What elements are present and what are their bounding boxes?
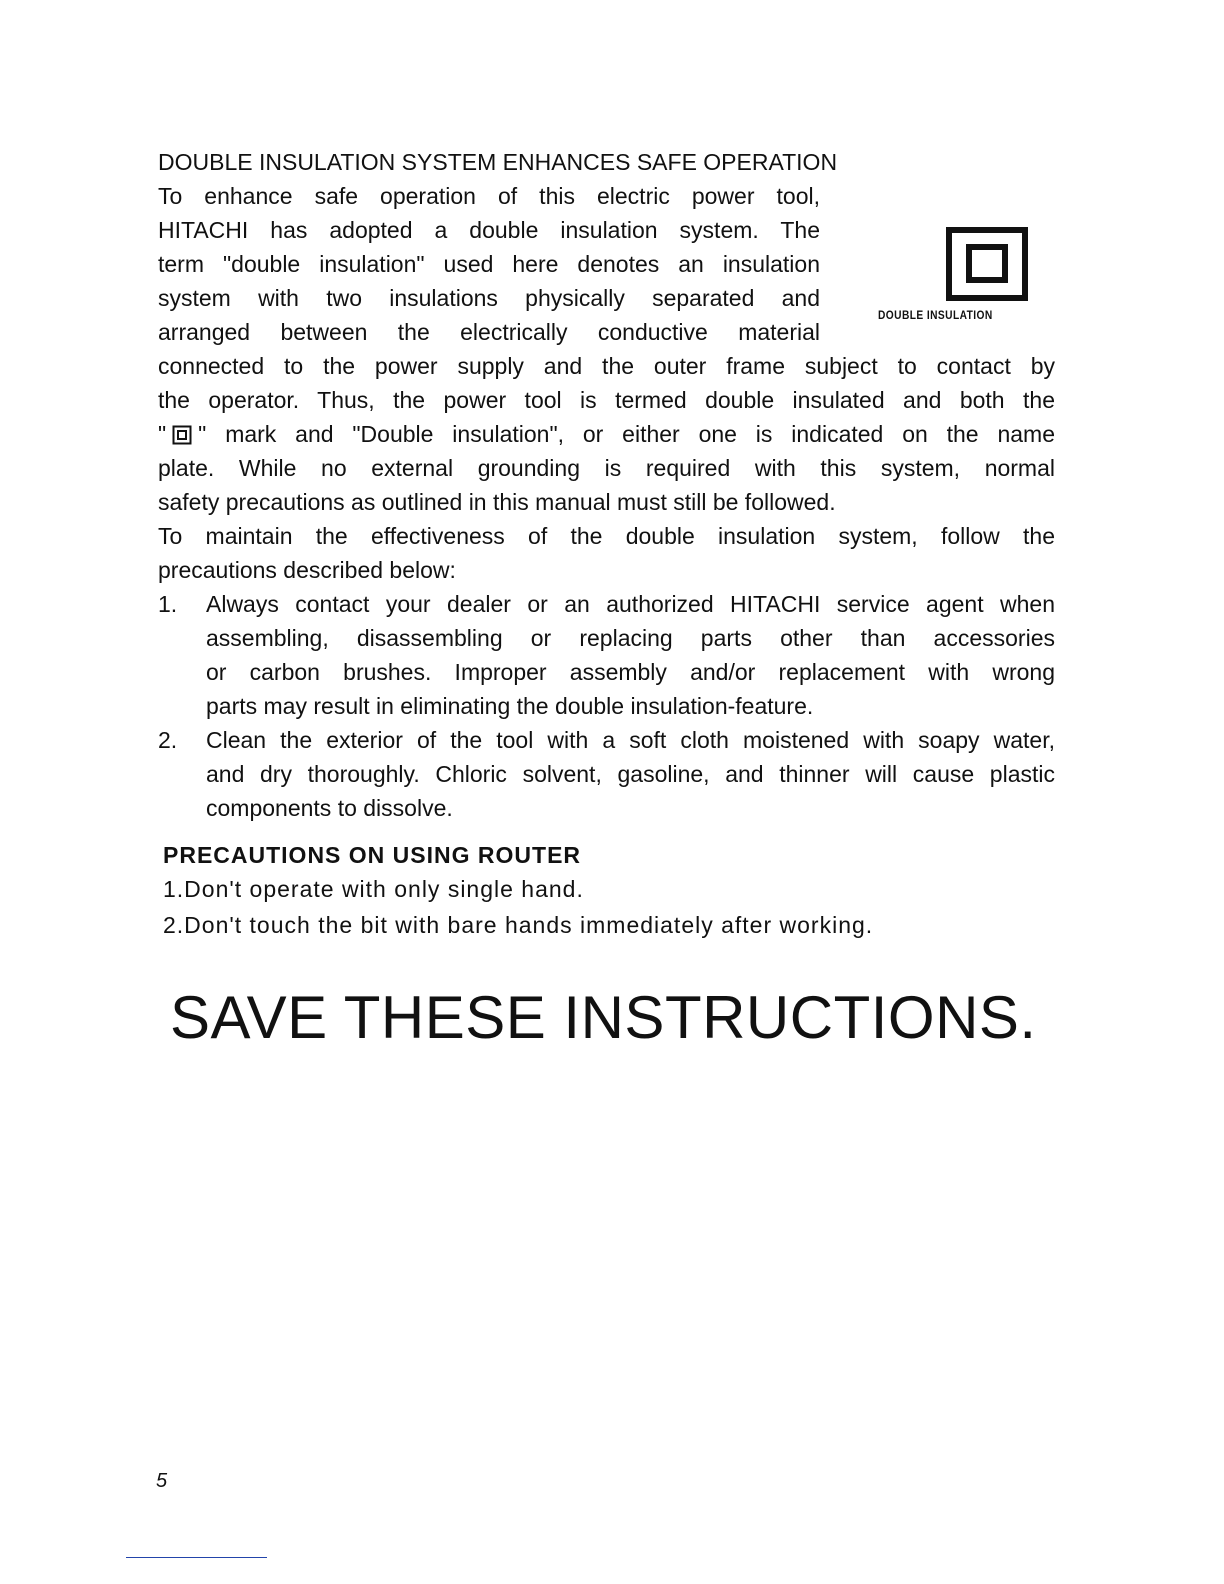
body-line-with-mark bbox=[158, 417, 1055, 451]
list-number: 1. bbox=[158, 591, 178, 617]
maintain-line: To maintain the effectiveness of the double insulation system, follow the bbox=[158, 523, 1055, 549]
body-line: connected to the power supply and the outer frame subject to contact by bbox=[158, 353, 1055, 379]
list-item bbox=[158, 723, 1055, 825]
section-heading-router-precautions: PRECAUTIONS ON USING ROUTER bbox=[163, 842, 582, 868]
precaution-item: 2.Don't touch the bit with bare hands immediately after working. bbox=[163, 912, 874, 938]
save-instructions-notice: SAVE THESE INSTRUCTIONS. bbox=[170, 984, 1037, 1051]
maintenance-list bbox=[158, 587, 1055, 825]
intro-line: term "double insulation" used here denotes an insulation bbox=[158, 251, 820, 277]
body-line: safety precautions as outlined in this manual must still be followed. bbox=[158, 489, 836, 515]
list-line: Clean the exterior of the tool with a soft cloth moistened with soapy water, bbox=[206, 727, 1055, 753]
double-insulation-icon bbox=[946, 227, 1028, 301]
list-line: assembling, disassembling or replacing parts other than accessories bbox=[206, 625, 1055, 651]
list-line: and dry thoroughly. Chloric solvent, gasoline, and thinner will cause plastic bbox=[206, 761, 1055, 787]
intro-line: arranged between the electrically conductive material bbox=[158, 319, 820, 345]
list-line: or carbon brushes. Improper assembly and/or replacement with wrong bbox=[206, 659, 1055, 685]
quote-open: " bbox=[158, 421, 167, 447]
precaution-item: 1.Don't operate with only single hand. bbox=[163, 876, 584, 902]
body-line: the operator. Thus, the power tool is termed double insulated and both the bbox=[158, 387, 1055, 413]
body-line-rest: " mark and "Double insulation", or either one is indicated on the name bbox=[198, 421, 1055, 447]
intro-line: system with two insulations physically separated and bbox=[158, 285, 820, 311]
list-item bbox=[158, 587, 1055, 723]
double-insulation-caption: DOUBLE INSULATION bbox=[878, 308, 993, 322]
intro-paragraph bbox=[158, 179, 820, 349]
footer-rule bbox=[126, 1557, 267, 1558]
list-number: 2. bbox=[158, 727, 178, 753]
double-insulation-inline-icon bbox=[172, 425, 192, 445]
list-line: parts may result in eliminating the double insulation-feature. bbox=[206, 693, 814, 719]
section-heading-double-insulation: DOUBLE INSULATION SYSTEM ENHANCES SAFE OPERATION bbox=[158, 149, 838, 175]
list-line: Always contact your dealer or an authorized HITACHI service agent when bbox=[206, 591, 1055, 617]
body-line: plate. While no external grounding is required with this system, normal bbox=[158, 455, 1055, 481]
body-paragraph bbox=[158, 349, 1055, 587]
maintain-line: precautions described below: bbox=[158, 557, 456, 583]
page-number: 5 bbox=[156, 1470, 168, 1492]
list-line: components to dissolve. bbox=[206, 795, 453, 821]
intro-line: To enhance safe operation of this electric power tool, bbox=[158, 183, 820, 209]
intro-line: HITACHI has adopted a double insulation system. The bbox=[158, 217, 820, 243]
